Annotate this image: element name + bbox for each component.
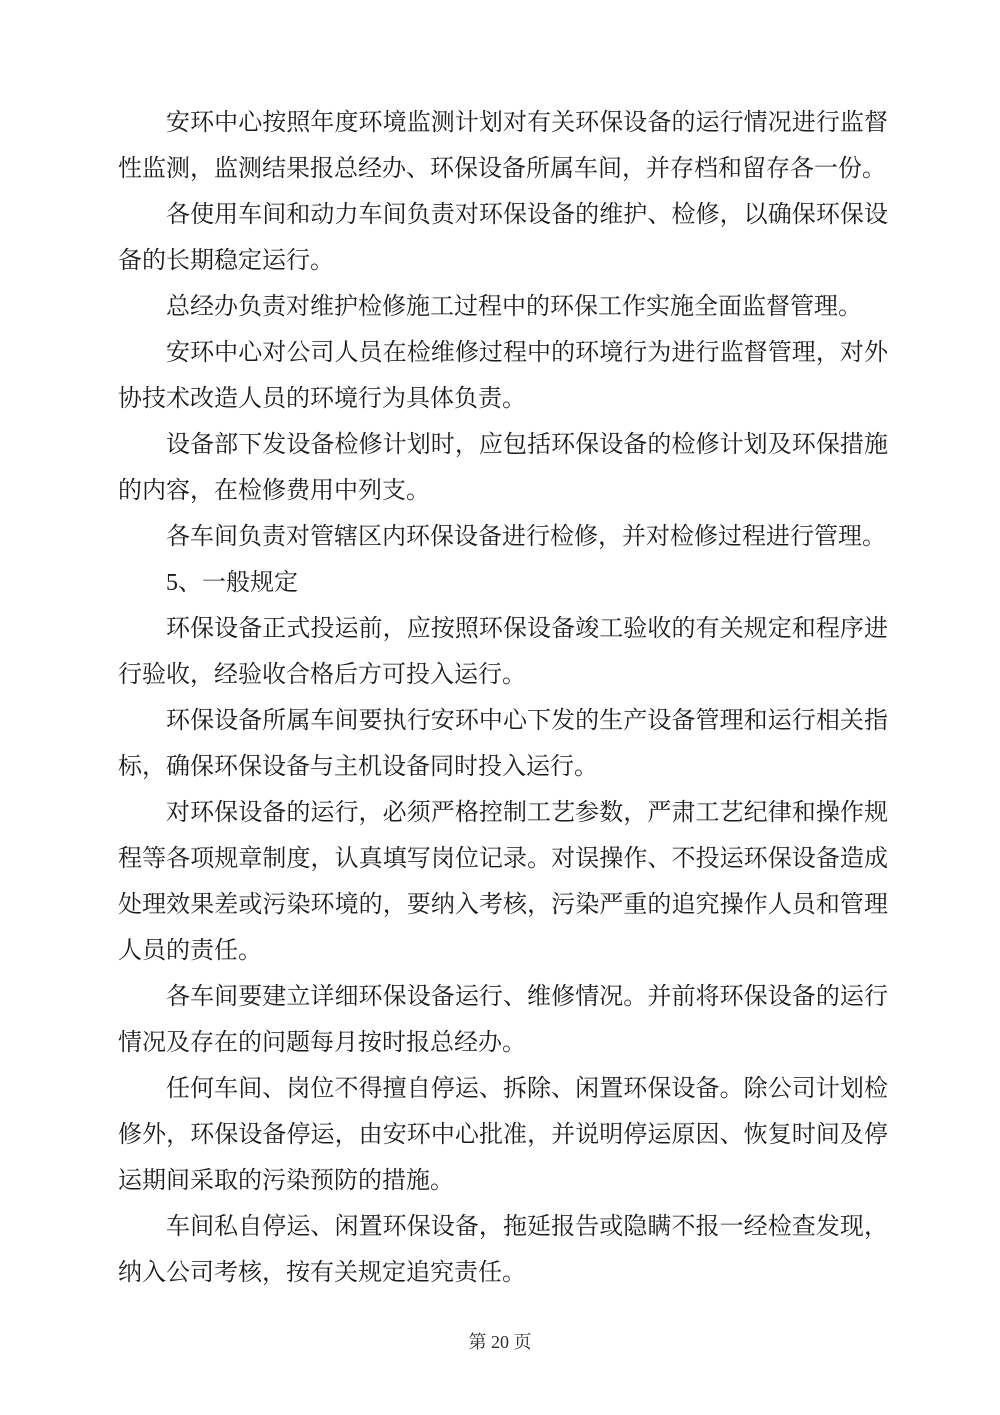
paragraph: 环保设备正式投运前，应按照环保设备竣工验收的有关规定和程序进行验收，经验收合格后方可投入运行。 [118,616,888,688]
page-footer [0,1330,1000,1354]
page-number: 第 20 页 [468,1332,532,1352]
paragraph: 车间私自停运、闲置环保设备，拖延报告或隐瞒不报一经检查发现，纳入公司考核，按有关规定追究责任。 [118,1214,888,1286]
paragraph: 安环中心对公司人员在检维修过程中的环境行为进行监督管理，对外协技术改造人员的环境行为具体负责。 [118,340,888,412]
paragraph: 总经办负责对维护检修施工过程中的环保工作实施全面监督管理。 [166,294,862,320]
paragraph: 设备部下发设备检修计划时，应包括环保设备的检修计划及环保措施的内容，在检修费用中列支。 [118,432,888,504]
paragraph: 各车间要建立详细环保设备运行、维修情况。并前将环保设备的运行情况及存在的问题每月按时报总经办。 [118,984,888,1056]
paragraph: 各车间负责对管辖区内环保设备进行检修，并对检修过程进行管理。 [166,524,886,550]
paragraph: 对环保设备的运行，必须严格控制工艺参数，严肃工艺纪律和操作规程等各项规章制度，认真填写岗位记录。对误操作、不投运环保设备造成处理效果差或污染环境的，要纳入考核，污染严重的追究操作人员和管理人员的责任。 [118,800,888,964]
paragraph: 任何车间、岗位不得擅自停运、拆除、闲置环保设备。除公司计划检修外，环保设备停运，由安环中心批准，并说明停运原因、恢复时间及停运期间采取的污染预防的措施。 [118,1076,888,1194]
section-heading: 5、一般规定 [166,570,298,596]
paragraph: 各使用车间和动力车间负责对环保设备的维护、检修，以确保环保设备的长期稳定运行。 [118,202,888,274]
document-body [118,100,888,1296]
paragraph: 环保设备所属车间要执行安环中心下发的生产设备管理和运行相关指标，确保环保设备与主机设备同时投入运行。 [118,708,888,780]
paragraph: 安环中心按照年度环境监测计划对有关环保设备的运行情况进行监督性监测，监测结果报总经办、环保设备所属车间，并存档和留存各一份。 [118,110,888,182]
